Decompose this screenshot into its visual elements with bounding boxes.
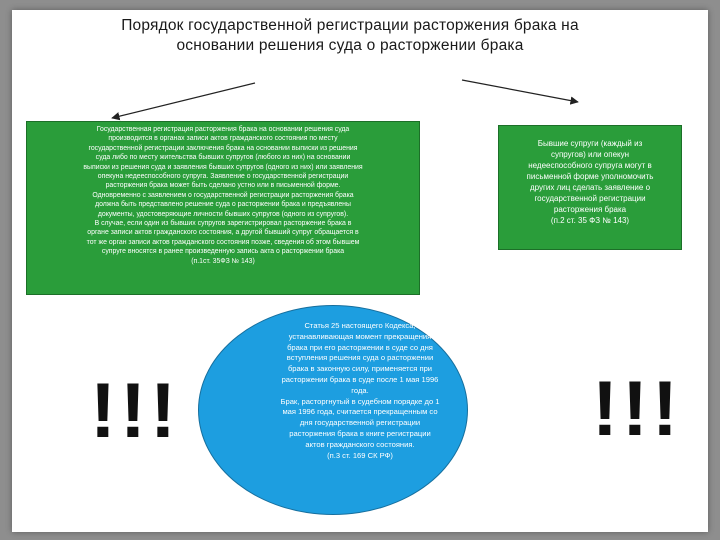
arrow-left bbox=[112, 83, 255, 118]
left-box-line: производится в органах записи актов гражданского состояния по месту bbox=[108, 135, 338, 143]
left-box-line: опекуна недееспособного супруга. Заявление о государственной регистрации bbox=[97, 173, 349, 181]
left-box-line: государственной регистрации заключения брака на основании выписки из решения bbox=[88, 144, 358, 152]
ellipse-line: актов гражданского состояния. bbox=[305, 439, 415, 449]
ellipse-line: мая 1996 года, считается прекращенным со bbox=[282, 407, 438, 417]
ellipse-line: брака в законную силу, применяется при bbox=[287, 364, 433, 374]
title-line-2: основании решения суда о расторжении брака bbox=[176, 37, 524, 54]
ellipse-line: дня государственной регистрации bbox=[299, 418, 421, 428]
ellipse-line: расторжения брака в книге регистрации bbox=[289, 428, 431, 438]
exclamation-left: !!! bbox=[90, 366, 180, 454]
arrow-right bbox=[462, 80, 578, 102]
left-box-line: супруге вносятся в ранее произведенную запись акта о расторжении брака bbox=[101, 248, 345, 256]
ellipse-line: вступления решения суда о расторжении bbox=[286, 353, 434, 363]
right-box-line: супругов) или опекун bbox=[550, 150, 630, 159]
left-box-line: (п.1ст. 35ФЗ № 143) bbox=[191, 257, 255, 265]
ellipse-line: Брак, расторгнутый в судебном порядке до 1 bbox=[280, 396, 440, 406]
left-box-line: Государственная регистрация расторжения брака на основании решения суда bbox=[96, 126, 350, 133]
left-box-line: Одновременно с заявлением о государственной регистрации расторжения брака bbox=[92, 191, 354, 199]
ellipse-line: (п.3 ст. 169 СК РФ) bbox=[327, 450, 393, 460]
left-box-line: тот же орган записи актов гражданского состояния позже, сведения об этом бывшем bbox=[86, 238, 360, 246]
exclamation-right: !!! bbox=[592, 364, 682, 452]
left-box-line: органе записи актов гражданского состояния, а другой бывший супруг обращается в bbox=[87, 229, 359, 237]
title-line-1: Порядок государственной регистрации расторжения брака на bbox=[121, 17, 579, 34]
right-box-line: недееспособного супруга могут в bbox=[528, 161, 652, 170]
left-box-line: суда либо по месту жительства бывших супругов (любого из них) на основании bbox=[95, 154, 351, 162]
right-box-line: (п.2 ст. 35 ФЗ № 143) bbox=[550, 216, 630, 225]
left-box-line: выписки из решения суда и заявления бывших супругов (одного из них) или заявления bbox=[83, 163, 363, 171]
left-box-line: документы, удостоверяющие личности бывших супругов (одного из супругов). bbox=[97, 210, 349, 218]
ellipse-text bbox=[256, 321, 464, 461]
right-info-box bbox=[498, 125, 682, 250]
ellipse-line: брака при его расторжении в суде со дня bbox=[287, 342, 433, 352]
ellipse-line: расторжении брака в суде после 1 мая 1996 bbox=[281, 374, 439, 384]
ellipse-line: Статья 25 настоящего Кодекса, bbox=[304, 321, 416, 330]
ellipse-line: устанавливающая момент прекращения bbox=[288, 331, 432, 341]
right-box-line: государственной регистрации bbox=[534, 194, 646, 203]
page-title bbox=[40, 16, 660, 56]
ellipse-line: года. bbox=[351, 385, 369, 395]
left-info-box bbox=[26, 121, 420, 295]
right-box-line: расторжения брака bbox=[553, 205, 627, 214]
left-box-line: расторжения брака может быть сделано устно или в письменной форме. bbox=[105, 182, 341, 190]
right-box-line: других лиц сделать заявление о bbox=[529, 183, 651, 192]
left-box-line: В случае, если один из бывших супругов зарегистрировал расторжение брака в bbox=[94, 220, 352, 228]
right-box-line: письменной форме уполномочить bbox=[526, 172, 654, 181]
right-box-line: Бывшие супруги (каждый из bbox=[537, 139, 643, 148]
left-box-line: должна быть представлено решение суда о расторжении брака и предъявлены bbox=[95, 201, 351, 209]
